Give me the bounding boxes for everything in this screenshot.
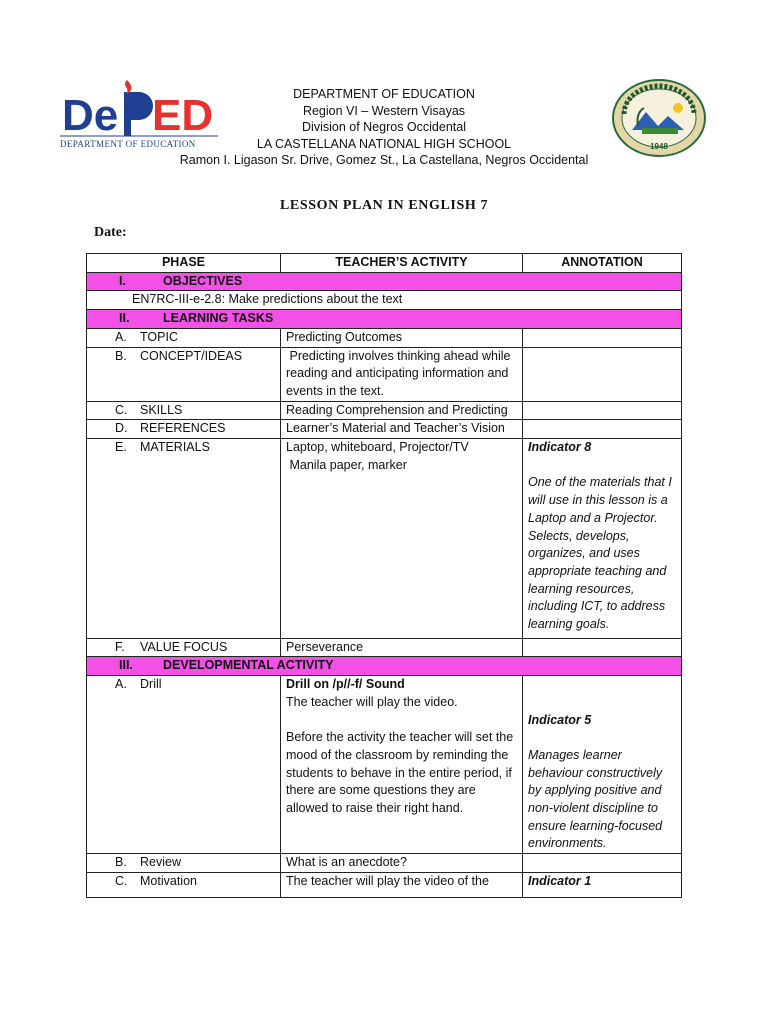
drill-label: Drill [140, 677, 162, 692]
learning-tasks-num: II. [119, 311, 130, 326]
header-annotation: ANNOTATION [523, 254, 682, 273]
motivation-label: Motivation [140, 873, 197, 888]
materials-label: MATERIALS [140, 440, 210, 455]
references-label: REFERENCES [140, 421, 226, 436]
school-seal-year: 1948 [650, 142, 668, 151]
learning-tasks-label: LEARNING TASKS [163, 311, 274, 326]
objectives-num: I. [119, 273, 126, 288]
lesson-plan-table [86, 253, 682, 898]
header-region: Region VI – Western Visayas [302, 103, 466, 118]
drill-activity-2: The teacher will play the video. [286, 694, 458, 709]
section-learning-tasks [87, 310, 682, 329]
concept-activity: Predicting involves thinking ahead while reading and anticipating information and events in the text. [281, 347, 523, 401]
deped-logo-text: DEPARTMENT OF EDUCATION [60, 139, 196, 149]
table-row-review: B. Review What is an anecdote? [87, 854, 682, 873]
developmental-num: III. [119, 658, 133, 673]
drill-activity-para: Before the activity the teacher will set the mood of the classroom by reminding the students to behave in the entire period, if there are some questions they are allowed to raise their right hand. [286, 730, 514, 816]
value-focus-activity: Perseverance [281, 638, 523, 657]
header-division: Division of Negros Occidental [302, 120, 466, 135]
table-row-materials: E. MATERIALS Laptop, whiteboard, Projector/TV Manila paper, marker Indicator 8 One of the materials that I will use in this lesson is a Laptop and a Projector. Selects, develops, organizes, and uses appropriate teaching and learning resources, including ICT, to address learning goals. [87, 439, 682, 639]
header-activity: TEACHER’S ACTIVITY [281, 254, 523, 273]
table-row-value-focus: F. VALUE FOCUS Perseverance [87, 638, 682, 657]
motivation-indicator: Indicator 1 [528, 873, 592, 888]
review-activity: What is an anecdote? [281, 854, 523, 873]
school-header [150, 86, 618, 169]
drill-annotation: Manages learner behaviour constructively by applying positive and non-violent discipline to ensure learning-focused environments. [528, 747, 663, 851]
table-row-skills: C. SKILLS Reading Comprehension and Predicting [87, 401, 682, 420]
references-activity: Learner’s Material and Teacher’s Vision [281, 420, 523, 439]
materials-annotation: One of the materials that I will use in this lesson is a Laptop and a Projector. Selects, develops, organizes, and uses appropriate teaching and learning resources, including ICT, to address learning goals. [528, 475, 672, 632]
materials-indicator: Indicator 8 [528, 440, 592, 455]
header-department: DEPARTMENT OF EDUCATION [293, 87, 475, 101]
lesson-plan-title: LESSON PLAN IN ENGLISH 7 [279, 198, 489, 213]
topic-label: TOPIC [140, 329, 178, 344]
header-phase: PHASE [87, 254, 281, 273]
school-seal-logo [612, 78, 706, 158]
drill-indicator: Indicator 5 [528, 712, 592, 727]
value-focus-label: VALUE FOCUS [140, 639, 228, 654]
table-row-drill: A. Drill Drill on /p//-f/ Sound The teacher will play the video. Before the activity the teacher will set the mood of the classroom by reminding the students to behave in the entire period, if there are some questions they are allowed to raise their right hand. Indicator 5 Manages learner behaviour constructively by applying positive and non-violent discipline to ensure learning-focused environments. [87, 676, 682, 854]
objectives-label: OBJECTIVES [163, 273, 243, 288]
topic-activity: Predicting Outcomes [281, 328, 523, 347]
section-objectives [87, 272, 682, 291]
table-row-motivation: C. Motivation The teacher will play the video of the Indicator 1 [87, 872, 682, 897]
developmental-label: DEVELOPMENTAL ACTIVITY [163, 658, 334, 673]
review-label: Review [140, 855, 181, 870]
table-row-references: D. REFERENCES Learner’s Material and Teacher’s Vision [87, 420, 682, 439]
date-label: Date: [94, 225, 127, 240]
materials-activity-1: Laptop, whiteboard, Projector/TV [286, 440, 469, 455]
table-row-concept: B. CONCEPT/IDEAS Predicting involves thinking ahead while reading and anticipating information and events in the text. [87, 347, 682, 401]
svg-text:ED: ED [152, 91, 214, 140]
table-header-row [87, 254, 682, 273]
objectives-row [87, 291, 682, 310]
skills-label: SKILLS [140, 402, 183, 417]
materials-activity-2: Manila paper, marker [286, 457, 407, 472]
header-school: LA CASTELLANA NATIONAL HIGH SCHOOL [256, 136, 512, 151]
objectives-text: EN7RC-III-e-2.8: Make predictions about the text [87, 291, 682, 310]
header-address: Ramon I. Ligason Sr. Drive, Gomez St., La Castellana, Negros Occidental [179, 153, 589, 168]
svg-text:De: De [62, 91, 119, 140]
section-developmental [87, 657, 682, 676]
motivation-activity: The teacher will play the video of the [281, 872, 523, 897]
skills-activity: Reading Comprehension and Predicting [281, 401, 523, 420]
table-row-topic: A. TOPIC Predicting Outcomes [87, 328, 682, 347]
concept-label: CONCEPT/IDEAS [140, 348, 243, 363]
drill-activity-1: Drill on /p//-f/ Sound [286, 677, 405, 692]
